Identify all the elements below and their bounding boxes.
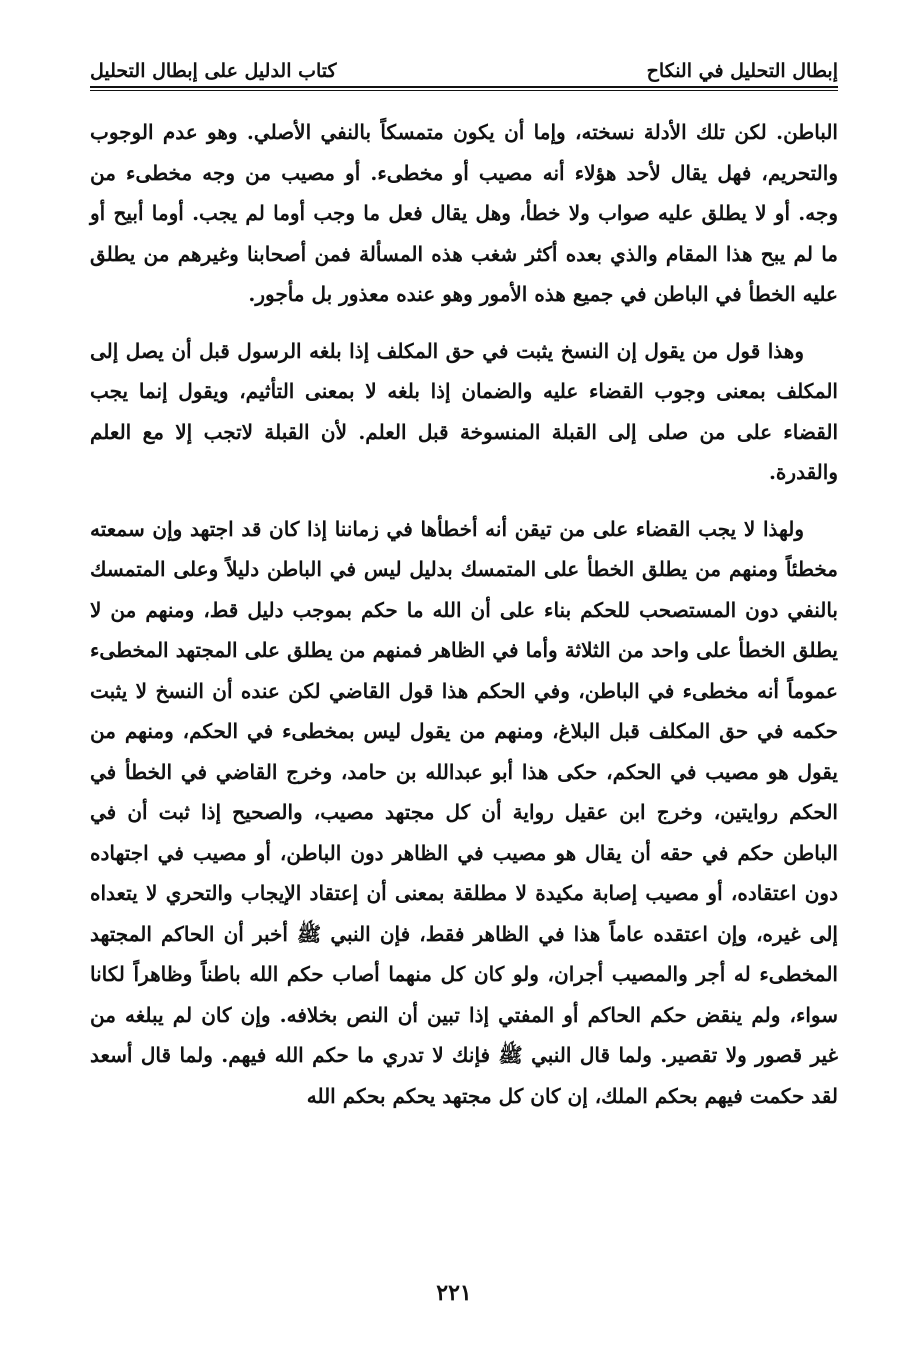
paragraph-1: الباطن. لكن تلك الأدلة نسخته، وإما أن يكون متمسكاً بالنفي الأصلي. وهو عدم الوجوب والتحريم، فهل يقال لأحد هؤلاء أنه مصيب أو مخطىء. أو مصيب من وجه مخطىء من وجه. أو لا يطلق عليه صواب ولا خطأ، وهل يقال فعل ما وجب أوما لم يجب. أوما أبيح أو ما لم يبح هذا المقام والذي بعده أكثر شغب هذه المسألة فمن أصحابنا وغيرهم من يطلق عليه الخطأ في الباطن في جميع هذه الأمور وهو عنده معذور بل مأجور. [90, 120, 838, 306]
running-header [90, 38, 838, 82]
header-left-title: كتاب الدليل على إبطال التحليل [90, 60, 337, 82]
paragraph-2: وهذا قول من يقول إن النسخ يثبت في حق المكلف إذا بلغه الرسول قبل أن يصل إلى المكلف بمعنى وجوب القضاء عليه والضمان إذا بلغه لا بمعنى التأثيم، ويقول إنما يجب القضاء على من صلى إلى القبلة المنسوخة قبل العلم. لأن القبلة لاتجب إلا مع العلم والقدرة. [90, 338, 838, 484]
paragraph-3: ولهذا لا يجب القضاء على من تيقن أنه أخطأها في زماننا إذا كان قد اجتهد وإن سمعته مخطئاً ومنهم من يطلق الخطأ على المتمسك بدليل ليس في الباطن دليلاً وعلى المتمسك بالنفي دون المستصحب للحكم بناء على أن الله ما حكم بموجب دليل قط، ومنهم من لا يطلق الخطأ على واحد من الثلاثة وأما في الظاهر فمنهم من يطلق على المجتهد المخطىء عموماً أنه مخطىء في الباطن، وفي الحكم هذا قول القاضي لكن عنده أن النسخ لا يثبت حكمه في حق المكلف قبل البلاغ، ومنهم من يقول ليس بمخطىء في الحكم، ومنهم من يقول هو مصيب في الحكم، حكى هذا أبو عبدالله بن حامد، وخرج القاضي في الخطأ في الحكم روايتين، وخرج ابن عقيل رواية أن كل مجتهد مصيب، والصحيح إذا ثبت أن في الباطن حكم في حقه أن يقال هو مصيب في الظاهر دون الباطن، أو مصيب في اجتهاده دون اعتقاده، أو مصيب إصابة مكيدة لا مطلقة بمعنى أن إعتقاد الإيجاب والتحري لا يتعداه إلى غيره، وإن اعتقده عاماً هذا في الظاهر فقط، فإن النبي ﷺ أخبر أن الحاكم المجتهد المخطىء له أجر والمصيب أجران، ولو كان كل منهما أصاب حكم الله باطناً وظاهراً لكانا سواء، ولم ينقض حكم الحاكم أو المفتي إذا تبين أن النص بخلافه. وإن كان لم يبلغه من غير قصور ولا تقصير. ولما قال النبي ﷺ فإنك لا تدري ما حكم الله فيهم. ولما قال أسعد لقد حكمت فيهم بحكم الملك، إن كان كل مجتهد يحكم بحكم الله [90, 516, 839, 1108]
page-body [90, 112, 838, 1132]
header-right-title: إبطال التحليل في النكاح [646, 60, 838, 82]
header-rule-thin [90, 90, 838, 91]
page-number: ٢٢١ [436, 1280, 472, 1306]
header-rule [90, 86, 838, 88]
